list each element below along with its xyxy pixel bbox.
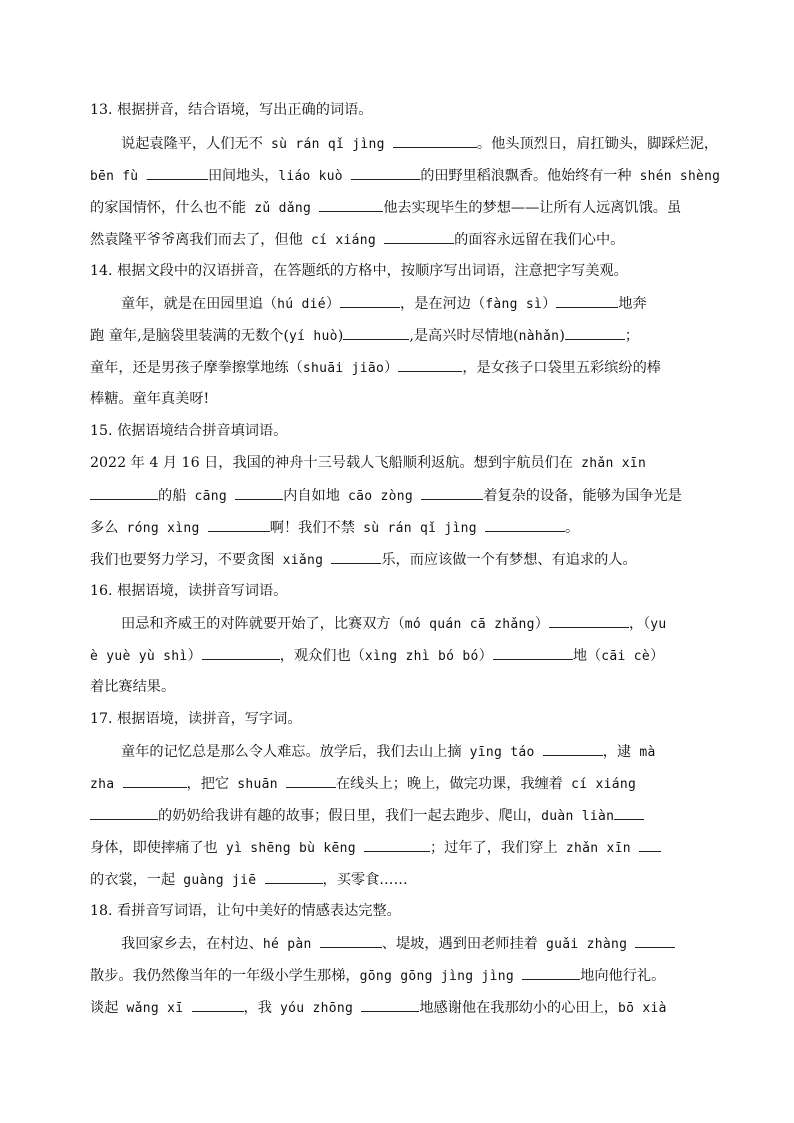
question-18-title: 18. 看拼音写词语，让句中美好的情感表达完整。 xyxy=(90,903,401,919)
question-15-title: 15. 依据语境结合拼音填词语。 xyxy=(90,423,288,439)
answer-blank[interactable] xyxy=(146,165,208,180)
answer-blank[interactable] xyxy=(639,837,661,852)
answer-blank[interactable] xyxy=(398,357,462,372)
answer-blank[interactable] xyxy=(235,485,283,500)
answer-blank[interactable] xyxy=(319,197,383,212)
answer-blank[interactable] xyxy=(331,549,381,564)
q15-line-2: 的船 cāng 内自如地 cāo zòng 着复杂的设备，能够为国争光是 xyxy=(90,485,682,507)
answer-blank[interactable] xyxy=(421,485,483,500)
answer-blank[interactable] xyxy=(393,133,477,148)
q17-line-3: 的奶奶给我讲有趣的故事；假日里，我们一起去跑步、爬山，duàn liàn xyxy=(90,805,644,827)
question-14-title: 14. 根据文段中的汉语拼音，在答题纸的方格中，按顺序写出词语，注意把字写美观。 xyxy=(90,263,628,279)
answer-blank[interactable] xyxy=(635,933,675,948)
answer-blank[interactable] xyxy=(340,293,400,308)
q18-line-3: 谈起 wǎng xī ，我 yóu zhōng 地感谢他在我那幼小的心田上，bō xià xyxy=(90,997,667,1019)
q14-line-3: 童年，还是男孩子摩拳擦掌地练（shuāi jiāo） ，是女孩子口袋里五彩缤纷的棒 xyxy=(90,357,661,379)
q18-line-1: 我回家乡去，在村边、hé pàn 、堤坡，遇到田老师挂着 guǎi zhàng xyxy=(121,933,675,955)
answer-blank[interactable] xyxy=(208,517,270,532)
answer-blank[interactable] xyxy=(485,517,565,532)
question-17-title: 17. 根据语境，读拼音，写字词。 xyxy=(90,711,302,727)
answer-blank[interactable] xyxy=(543,741,603,756)
q14-line-1: 童年，就是在田园里追（hú dié） ，是在河边（fàng sì） 地奔 xyxy=(121,293,647,315)
q15-line-1: 2022 年 4 月 16 日，我国的神舟十三号载人飞船顺利返航。想到宇航员们在 zhǎn xīn xyxy=(90,455,647,471)
answer-blank[interactable] xyxy=(192,997,244,1012)
q13-line-1: 说起袁隆平，人们无不 sù rán qǐ jìng 。他头顶烈日，肩扛锄头，脚踩烂泥， xyxy=(121,133,718,155)
answer-blank[interactable] xyxy=(343,325,409,340)
q16-line-3: 着比赛结果。 xyxy=(90,679,176,695)
q13-line-2: bēn fù 田间地头，liáo kuò 的田野里稻浪飘香。他始终有一种 shén shèng xyxy=(90,165,720,187)
answer-blank[interactable] xyxy=(493,645,573,660)
answer-blank[interactable] xyxy=(614,805,644,820)
answer-blank[interactable] xyxy=(286,773,336,788)
q17-line-4: 身体，即使摔痛了也 yì shēng bù kēng ；过年了，我们穿上 zhǎn xīn xyxy=(90,837,661,859)
answer-blank[interactable] xyxy=(351,165,420,180)
answer-blank[interactable] xyxy=(384,229,454,244)
q16-line-1: 田忌和齐威王的对阵就要开始了，比赛双方（mó quán cā zhǎng） ，（yu xyxy=(121,613,667,635)
q14-line-4: 棒糖。童年真美呀! xyxy=(90,391,210,407)
q16-line-2: è yuè yù shì） ，观众们也（xìng zhì bó bó） 地（cāi cè） xyxy=(90,645,664,667)
q15-line-3: 多么 róng xìng 啊！我们不禁 sù rán qǐ jìng 。 xyxy=(90,517,579,539)
question-13-title: 13. 根据拼音，结合语境，写出正确的词语。 xyxy=(90,102,373,118)
answer-blank[interactable] xyxy=(522,965,580,980)
q13-line-4: 然袁隆平爷爷离我们而去了，但他 cí xiáng 的面容永远留在我们心中。 xyxy=(90,229,624,251)
answer-blank[interactable] xyxy=(320,933,382,948)
answer-blank[interactable] xyxy=(361,997,419,1012)
answer-blank[interactable] xyxy=(90,805,158,820)
q15-line-4: 我们也要努力学习，不要贪图 xiǎng 乐，而应该做一个有梦想、有追求的人。 xyxy=(90,549,637,571)
q17-line-5: 的衣裳，一起 guàng jiē ，买零食…… xyxy=(90,869,408,891)
q17-line-2: zha ，把它 shuān 在线头上；晚上，做完功课，我缠着 cí xiáng xyxy=(90,773,636,795)
q14-line-2: 跑 童年,是脑袋里装满的无数个(yí huò) ,是高兴时尽情地(nàhǎn) ； xyxy=(90,325,639,347)
answer-blank[interactable] xyxy=(364,837,430,852)
answer-blank[interactable] xyxy=(549,613,629,628)
q13-line-3: 的家国情怀，什么也不能 zǔ dǎng 他去实现毕生的梦想——让所有人远离饥饿。虽 xyxy=(90,197,681,219)
answer-blank[interactable] xyxy=(90,485,158,500)
answer-blank[interactable] xyxy=(202,645,280,660)
answer-blank[interactable] xyxy=(123,773,187,788)
answer-blank[interactable] xyxy=(265,869,323,884)
q17-line-1: 童年的记忆总是那么令人难忘。放学后，我们去山上摘 yīng táo ，逮 mà xyxy=(121,741,656,763)
answer-blank[interactable] xyxy=(565,325,625,340)
q18-line-2: 散步。我仍然像当年的一年级小学生那梯，gōng gōng jìng jìng 地向他行礼。 xyxy=(90,965,665,987)
question-16-title: 16. 根据语境，读拼音写词语。 xyxy=(90,583,288,599)
answer-blank[interactable] xyxy=(556,293,618,308)
